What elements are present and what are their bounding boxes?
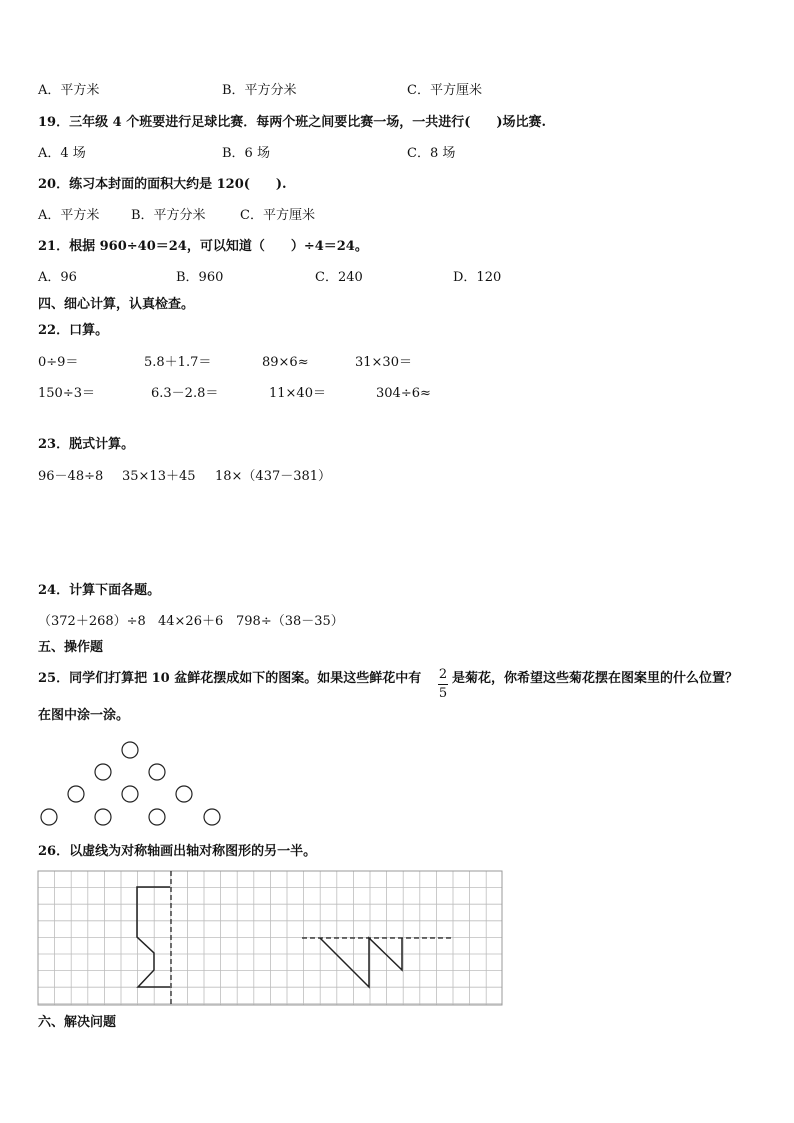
q19-option-a: A．4 场 [38,146,86,161]
q23-item-1: 96－48÷8 [38,469,104,484]
section-6-heading: 六、解决问题 [38,1015,117,1030]
q18-option-c: C．平方厘米 [407,83,482,98]
q21-option-a: A．96 [38,270,77,285]
q20-stem: 20．练习本封面的面积大约是 120( ). [38,177,287,192]
section-4-heading: 四、细心计算，认真检查。 [38,297,195,312]
section-5-heading: 五、操作题 [38,640,104,655]
q19-stem: 19．三年级 4 个班要进行足球比赛．每两个班之间要比赛一场，一共进行( )场比赛. [38,115,547,130]
q19-option-c: C．8 场 [407,146,456,161]
flower-circle-5[interactable] [122,786,138,802]
q22-r2-c1: 150÷3＝ [38,386,95,401]
q19-option-b: B．6 场 [222,146,270,161]
q21-option-b: B．960 [176,270,224,285]
flower-circle-2[interactable] [95,764,111,780]
flower-circle-10[interactable] [204,809,220,825]
flower-circle-8[interactable] [95,809,111,825]
q22-r2-c3: 11×40＝ [269,386,326,401]
right-half-shape [320,938,402,987]
q22-r1-c4: 31×30＝ [355,355,412,370]
q24-item-2: 44×26＋6 [158,614,224,629]
q24-stem: 24．计算下面各题。 [38,583,161,598]
flower-circle-9[interactable] [149,809,165,825]
q20-option-a: A．平方米 [38,208,100,223]
q21-option-d: D．120 [453,270,502,285]
flower-circle-1[interactable] [122,742,138,758]
q22-r1-c2: 5.8＋1.7＝ [144,355,212,370]
q18-option-b: B．平方分米 [222,83,297,98]
q18-option-a: A．平方米 [38,83,100,98]
q25-stem-before: 25．同学们打算把 10 盆鲜花摆成如下的图案。如果这些鲜花中有 [38,671,422,686]
q22-r2-c2: 6.3－2.8＝ [151,386,219,401]
q22-r1-c1: 0÷9＝ [38,355,79,370]
q25-stem-after: 是菊花，你希望这些菊花摆在图案里的什么位置？ [452,671,739,686]
q21-stem: 21．根据 960÷40＝24，可以知道（ ）÷4＝24。 [38,239,368,254]
q22-r2-c4: 304÷6≈ [376,386,431,401]
q23-item-3: 18×（437－381） [215,469,332,484]
q26-stem: 26．以虚线为对称轴画出轴对称图形的另一半。 [38,844,317,859]
q25-fraction-numerator: 2 [438,667,448,682]
q22-r1-c3: 89×6≈ [262,355,309,370]
q24-item-3: 798÷（38－35） [236,614,344,629]
q23-stem: 23．脱式计算。 [38,437,135,452]
q21-option-c: C．240 [315,270,363,285]
q22-stem: 22．口算。 [38,323,109,338]
q23-item-2: 35×13＋45 [122,469,196,484]
q25-line2: 在图中涂一涂。 [38,708,130,723]
flower-circle-4[interactable] [68,786,84,802]
q20-option-b: B．平方分米 [131,208,206,223]
symmetry-grid [38,871,502,1005]
flower-circle-3[interactable] [149,764,165,780]
q24-item-1: （372＋268）÷8 [38,614,146,629]
q25-fraction-denominator: 5 [438,686,448,701]
q20-option-c: C．平方厘米 [240,208,315,223]
flower-circle-6[interactable] [176,786,192,802]
flower-circle-7[interactable] [41,809,57,825]
